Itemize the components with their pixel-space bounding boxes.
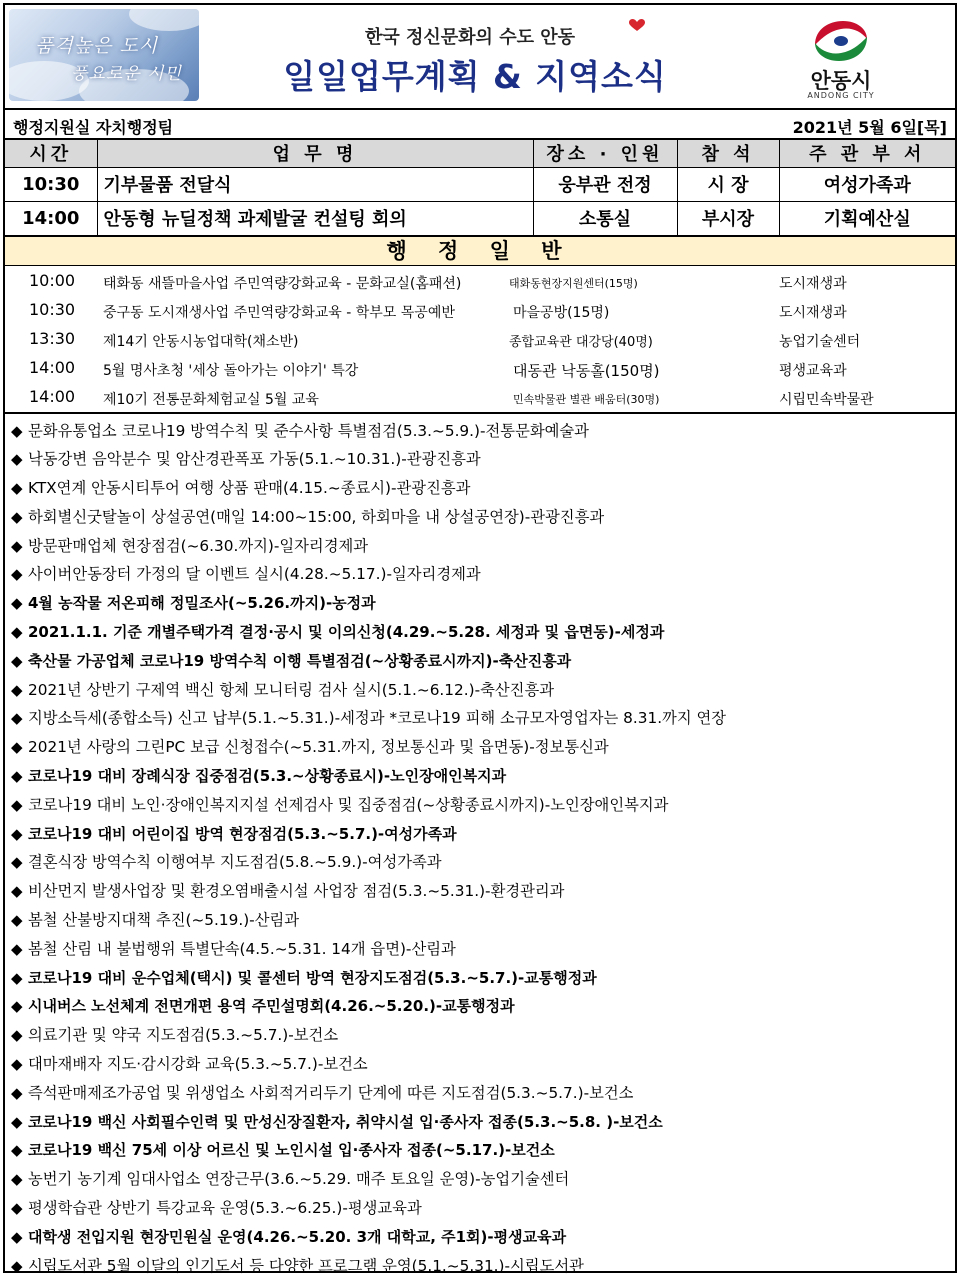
notice-text: 시립도서관 5월 이달의 인기도서 등 다양한 프로그램 운영(5.1.~5.31.)-시립도서관 <box>28 1256 584 1275</box>
header-attend: 참 석 <box>677 140 779 167</box>
diamond-bullet-icon: ◆ <box>11 997 23 1016</box>
notice-text: 평생학습관 상반기 특강교육 운영(5.3.~6.25.)-평생교육과 <box>28 1199 422 1218</box>
general-time: 14:00 <box>29 357 76 377</box>
notice-text: 코로나19 백신 사회필수인력 및 만성신장질환자, 취약시설 입·종사자 접종(5.3.~5.8. )-보건소 <box>28 1112 663 1131</box>
general-dept: 도시재생과 <box>779 304 847 321</box>
diamond-bullet-icon: ◆ <box>11 1112 23 1131</box>
notice-item <box>5 417 955 446</box>
notice-text: 농번기 농기계 임대사업소 연장근무(3.6.~5.29. 매주 토요일 운영)-농업기술센터 <box>28 1170 570 1189</box>
notice-text: 봄철 산불방지대책 추진(~5.19.)-산림과 <box>28 911 300 930</box>
notice-item <box>5 474 955 503</box>
schedule-header-row <box>5 140 955 167</box>
notice-item <box>5 532 955 561</box>
banner-subtitle: 한국 정신문화의 수도 안동 <box>364 27 576 48</box>
notice-text: 지방소득세(종합소득) 신고 납부(5.1.~5.31.)-세정과 *코로나19 피해 소규모자영업자는 8.31.까지 연장 <box>28 709 727 728</box>
diamond-bullet-icon: ◆ <box>11 536 23 555</box>
diamond-bullet-icon: ◆ <box>11 507 23 526</box>
general-dept: 평생교육과 <box>779 362 847 379</box>
notice-text: 사이버안동장터 가정의 달 이벤트 실시(4.28.~5.17.)-일자리경제과 <box>28 565 481 584</box>
notice-item <box>5 964 955 993</box>
schedule-row <box>5 167 955 201</box>
general-row <box>5 325 955 354</box>
schedule-dept: 기획예산실 <box>779 201 955 235</box>
schedule-task: 안동형 뉴딜정책 과제발굴 컨설팅 회의 <box>97 201 533 235</box>
notices-list <box>5 414 955 1276</box>
header-banner <box>5 5 955 110</box>
general-task: 제10기 전통문화체험교실 5월 교육 <box>103 391 319 408</box>
general-place: 민속박물관 별관 배움터(30명) <box>513 392 660 406</box>
team-name: 행정지원실 자치행정팀 <box>13 118 174 137</box>
header-task: 업 무 명 <box>97 140 533 167</box>
general-admin-list <box>5 266 955 414</box>
andong-city-logo-icon <box>809 17 873 65</box>
diamond-bullet-icon: ◆ <box>11 882 23 901</box>
notice-text: 비산먼지 발생사업장 및 환경오염배출시설 사업장 점검(5.3.~5.31.)-환경관리과 <box>28 882 565 901</box>
bulletin-frame <box>3 3 957 1273</box>
diamond-bullet-icon: ◆ <box>11 1141 23 1160</box>
header-time: 시간 <box>5 140 97 167</box>
notice-item <box>5 820 955 849</box>
general-task: 태화동 새뜰마을사업 주민역량강화교육 - 문화교실(홈패션) <box>103 275 462 292</box>
general-place: 대동관 낙동홀(150명) <box>513 361 660 380</box>
schedule-time: 14:00 <box>5 201 97 235</box>
notice-text: 코로나19 대비 노인·장애인복지지설 선제검사 및 집중점검(~상황종료시까지)-노인장애인복지과 <box>28 795 669 814</box>
general-row <box>5 267 955 296</box>
notice-item <box>5 618 955 647</box>
schedule-table <box>5 140 955 236</box>
diamond-bullet-icon: ◆ <box>11 594 23 613</box>
notice-item <box>5 877 955 906</box>
diamond-bullet-icon: ◆ <box>11 1170 23 1189</box>
schedule-attend: 시 장 <box>677 167 779 201</box>
heart-icon <box>629 19 645 32</box>
general-time: 14:00 <box>29 386 76 406</box>
banner-title: 일일업무계획 & 지역소식 <box>283 57 667 96</box>
general-admin-heading: 행 정 일 반 <box>5 236 955 266</box>
notice-text: 코로나19 대비 운수업체(택시) 및 콜센터 방역 현장지도점검(5.3.~5.7.)-교통행정과 <box>28 968 597 987</box>
notice-text: 즉석판매제조가공업 및 위생업소 사회적거리두기 단계에 따른 지도점검(5.3.~5.7.)-보건소 <box>28 1083 634 1102</box>
general-row <box>5 383 955 412</box>
slogan-line-1: 품격높은 도시 <box>35 35 159 57</box>
notice-item <box>5 704 955 733</box>
general-dept: 시립민속박물관 <box>779 391 874 408</box>
general-task: 5월 명사초청 '세상 돌아가는 이야기' 특강 <box>103 362 359 379</box>
diamond-bullet-icon: ◆ <box>11 939 23 958</box>
diamond-bullet-icon: ◆ <box>11 824 23 843</box>
notice-item <box>5 503 955 532</box>
notice-item <box>5 1252 955 1276</box>
notice-item <box>5 589 955 618</box>
notice-text: 축산물 가공업체 코로나19 방역수칙 이행 특별점검(~상황종료시까지)-축산진흥과 <box>28 651 572 670</box>
slogan-artwork <box>9 9 199 101</box>
notice-item <box>5 1079 955 1108</box>
notice-item <box>5 848 955 877</box>
notice-item <box>5 647 955 676</box>
diamond-bullet-icon: ◆ <box>11 767 23 786</box>
general-dept: 도시재생과 <box>779 275 847 292</box>
notice-text: 대학생 전입지원 현장민원실 운영(4.26.~5.20. 3개 대학교, 주1회)-평생교육과 <box>28 1227 567 1246</box>
general-row <box>5 296 955 325</box>
general-time: 10:00 <box>29 270 76 290</box>
diamond-bullet-icon: ◆ <box>11 450 23 469</box>
report-date: 2021년 5월 6일[목] <box>792 118 947 137</box>
diamond-bullet-icon: ◆ <box>11 738 23 757</box>
notice-text: 2021년 사랑의 그린PC 보급 신청접수(~5.31.까지, 정보통신과 및 읍면동)-정보통신과 <box>28 738 609 757</box>
notice-text: 대마재배자 지도·감시강화 교육(5.3.~5.7.)-보건소 <box>28 1055 368 1074</box>
notice-text: 2021.1.1. 기준 개별주택가격 결정·공시 및 이의신청(4.29.~5.28. 세정과 및 읍면동)-세정과 <box>28 623 665 642</box>
diamond-bullet-icon: ◆ <box>11 1199 23 1218</box>
diamond-bullet-icon: ◆ <box>11 421 23 440</box>
notice-text: 코로나19 대비 어린이집 방역 현장점검(5.3.~5.7.)-여성가족과 <box>28 824 457 843</box>
notice-text: 봄철 산림 내 불법행위 특별단속(4.5.~5.31. 14개 읍면)-산림과 <box>28 939 456 958</box>
notice-item <box>5 1165 955 1194</box>
notice-item <box>5 1223 955 1252</box>
diamond-bullet-icon: ◆ <box>11 680 23 699</box>
notice-item <box>5 560 955 589</box>
notice-text: KTX연계 안동시티투어 여행 상품 판매(4.15.~종료시)-관광진흥과 <box>28 479 471 498</box>
general-time: 10:30 <box>29 299 76 319</box>
schedule-dept: 여성가족과 <box>779 167 955 201</box>
notice-item <box>5 1194 955 1223</box>
schedule-place: 웅부관 전정 <box>533 167 677 201</box>
notice-item <box>5 791 955 820</box>
schedule-attend: 부시장 <box>677 201 779 235</box>
diamond-bullet-icon: ◆ <box>11 968 23 987</box>
notice-text: 문화유통업소 코로나19 방역수칙 및 준수사항 특별점검(5.3.~5.9.)-전통문화예술과 <box>28 421 589 440</box>
notice-item <box>5 1108 955 1137</box>
schedule-row <box>5 201 955 235</box>
notice-text: 의료기관 및 약국 지도점검(5.3.~5.7.)-보건소 <box>28 1026 339 1045</box>
notice-item <box>5 1050 955 1079</box>
general-row <box>5 354 955 383</box>
info-bar <box>5 110 955 140</box>
notice-text: 코로나19 백신 75세 이상 어르신 및 노인시설 입·종사자 접종(~5.17.)-보건소 <box>28 1141 555 1160</box>
logo-english-name: ANDONG CITY <box>807 91 875 100</box>
logo-name: 안동시 <box>810 69 872 93</box>
general-task: 제14기 안동시농업대학(채소반) <box>103 333 299 350</box>
schedule-time: 10:30 <box>5 167 97 201</box>
notice-item <box>5 733 955 762</box>
diamond-bullet-icon: ◆ <box>11 565 23 584</box>
diamond-bullet-icon: ◆ <box>11 623 23 642</box>
notice-text: 시내버스 노선체계 전면개편 용역 주민설명회(4.26.~5.20.)-교통행정과 <box>28 997 515 1016</box>
general-time: 13:30 <box>29 328 76 348</box>
general-task: 중구동 도시재생사업 주민역량강화교육 - 학부모 목공예반 <box>103 304 455 321</box>
header-dept: 주 관 부 서 <box>779 140 955 167</box>
notice-text: 코로나19 대비 장례식장 집중점검(5.3.~상황종료시)-노인장애인복지과 <box>28 767 507 786</box>
notice-item <box>5 992 955 1021</box>
notice-text: 하회별신굿탈놀이 상설공연(매일 14:00~15:00, 하회마을 내 상설공연장)-관광진흥과 <box>28 507 605 526</box>
notice-text: 결혼식장 방역수칙 이행여부 지도점검(5.8.~5.9.)-여성가족과 <box>28 853 442 872</box>
diamond-bullet-icon: ◆ <box>11 911 23 930</box>
diamond-bullet-icon: ◆ <box>11 1256 23 1275</box>
notice-item <box>5 676 955 705</box>
notice-item <box>5 762 955 791</box>
notice-text: 낙동강변 음악분수 및 암산경관폭포 가동(5.1.~10.31.)-관광진흥과 <box>28 450 481 469</box>
notice-item <box>5 445 955 474</box>
notice-item <box>5 1136 955 1165</box>
diamond-bullet-icon: ◆ <box>11 853 23 872</box>
diamond-bullet-icon: ◆ <box>11 479 23 498</box>
schedule-place: 소통실 <box>533 201 677 235</box>
notice-text: 방문판매업체 현장점검(~6.30.까지)-일자리경제과 <box>28 536 369 555</box>
diamond-bullet-icon: ◆ <box>11 1026 23 1045</box>
general-dept: 농업기술센터 <box>779 333 861 350</box>
diamond-bullet-icon: ◆ <box>11 1083 23 1102</box>
notice-text: 2021년 상반기 구제역 백신 항체 모니터링 검사 실시(5.1.~6.12.)-축산진흥과 <box>28 680 554 699</box>
header-place: 장소 · 인원 <box>533 140 677 167</box>
general-place: 마을공방(15명) <box>513 304 610 321</box>
notice-text: 4월 농작물 저온피해 정밀조사(~5.26.까지)-농정과 <box>28 594 376 613</box>
general-place: 종합교육관 대강당(40명) <box>509 334 653 350</box>
notice-item <box>5 906 955 935</box>
diamond-bullet-icon: ◆ <box>11 651 23 670</box>
schedule-task: 기부물품 전달식 <box>97 167 533 201</box>
notice-item <box>5 1021 955 1050</box>
general-place: 태화동현장지원센터(15명) <box>509 276 638 290</box>
slogan-line-2: 풍요로운 시민 <box>71 64 182 84</box>
diamond-bullet-icon: ◆ <box>11 795 23 814</box>
diamond-bullet-icon: ◆ <box>11 1227 23 1246</box>
diamond-bullet-icon: ◆ <box>11 1055 23 1074</box>
diamond-bullet-icon: ◆ <box>11 709 23 728</box>
notice-item <box>5 935 955 964</box>
